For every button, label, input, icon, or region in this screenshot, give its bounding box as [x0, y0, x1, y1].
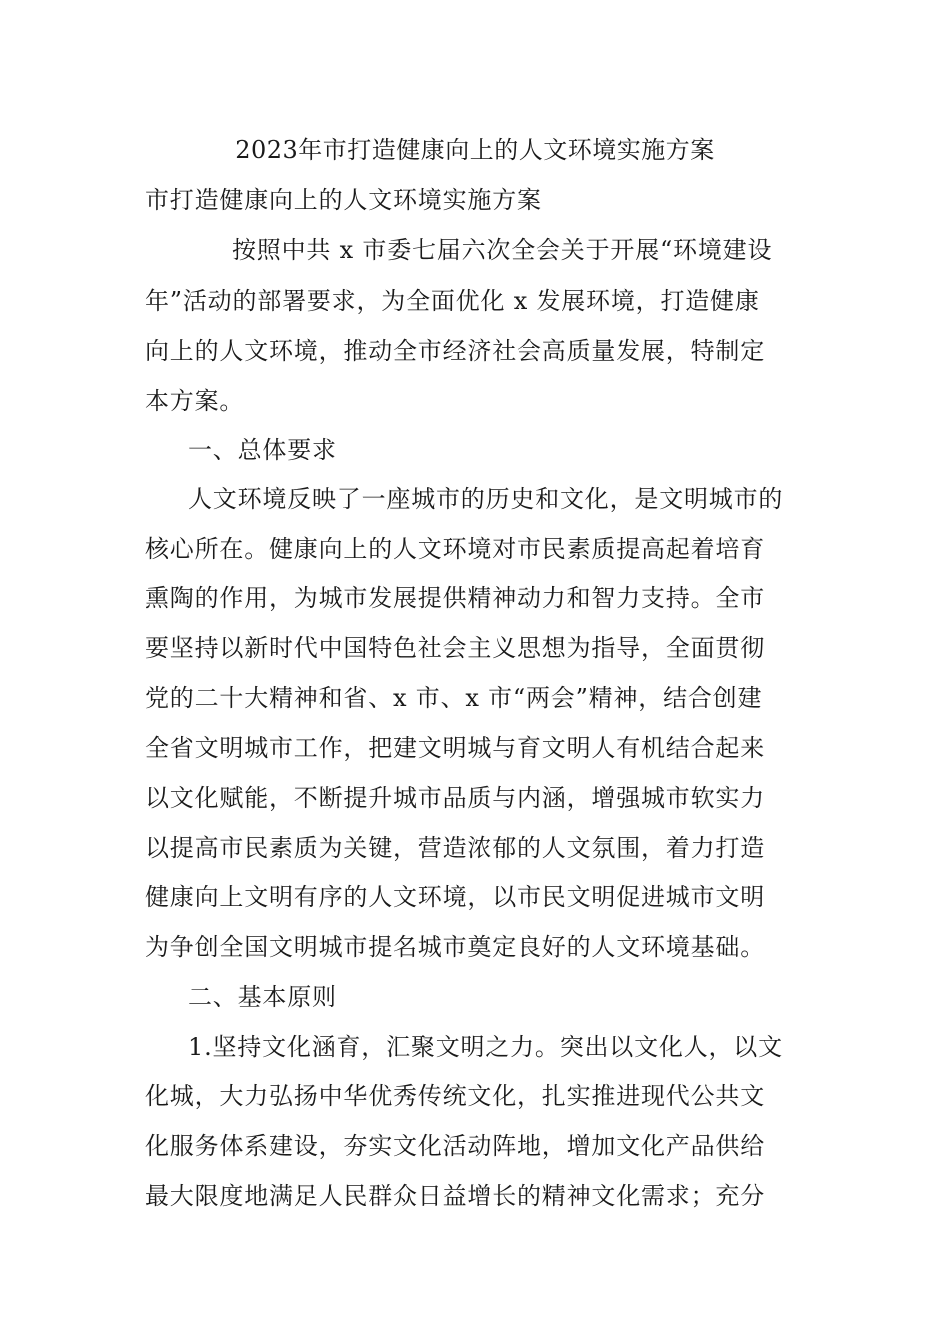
paragraph-line: 1.坚持文化涵育，汇聚文明之力。突出以文化人，以文	[188, 1033, 783, 1061]
paragraph-line: 以文化赋能，不断提升城市品质与内涵，增强城市软实力	[145, 784, 765, 812]
section-heading: 一、总体要求	[188, 436, 337, 464]
paragraph-line: 要坚持以新时代中国特色社会主义思想为指导，全面贯彻	[145, 634, 765, 662]
paragraph-line: 年”活动的部署要求，为全面优化 x 发展环境，打造健康	[145, 287, 760, 315]
section-heading: 二、基本原则	[188, 983, 337, 1011]
paragraph-line: 向上的人文环境，推动全市经济社会高质量发展，特制定	[145, 337, 765, 365]
paragraph-line: 为争创全国文明城市提名城市奠定良好的人文环境基础。	[145, 933, 765, 961]
paragraph-line: 核心所在。健康向上的人文环境对市民素质提高起着培育	[145, 535, 765, 563]
paragraph-line: 全省文明城市工作，把建文明城与育文明人有机结合起来	[145, 734, 765, 762]
paragraph-line: 按照中共 x 市委七届六次全会关于开展“环境建设	[232, 236, 773, 264]
document-subtitle: 市打造健康向上的人文环境实施方案	[145, 186, 542, 214]
paragraph-line: 化服务体系建设，夯实文化活动阵地，增加文化产品供给	[145, 1132, 765, 1160]
paragraph-line: 熏陶的作用，为城市发展提供精神动力和智力支持。全市	[145, 584, 765, 612]
paragraph-line: 本方案。	[145, 387, 245, 415]
paragraph-line: 健康向上文明有序的人文环境，以市民文明促进城市文明	[145, 883, 765, 911]
paragraph-line: 人文环境反映了一座城市的历史和文化，是文明城市的	[188, 485, 784, 513]
paragraph-line: 化城，大力弘扬中华优秀传统文化，扎实推进现代公共文	[145, 1082, 765, 1110]
paragraph-line: 最大限度地满足人民群众日益增长的精神文化需求；充分	[145, 1182, 765, 1210]
document-title: 2023年市打造健康向上的人文环境实施方案	[235, 136, 715, 164]
paragraph-line: 党的二十大精神和省、x 市、x 市“两会”精神，结合创建	[145, 684, 763, 712]
paragraph-line: 以提高市民素质为关键，营造浓郁的人文氛围，着力打造	[145, 834, 765, 862]
